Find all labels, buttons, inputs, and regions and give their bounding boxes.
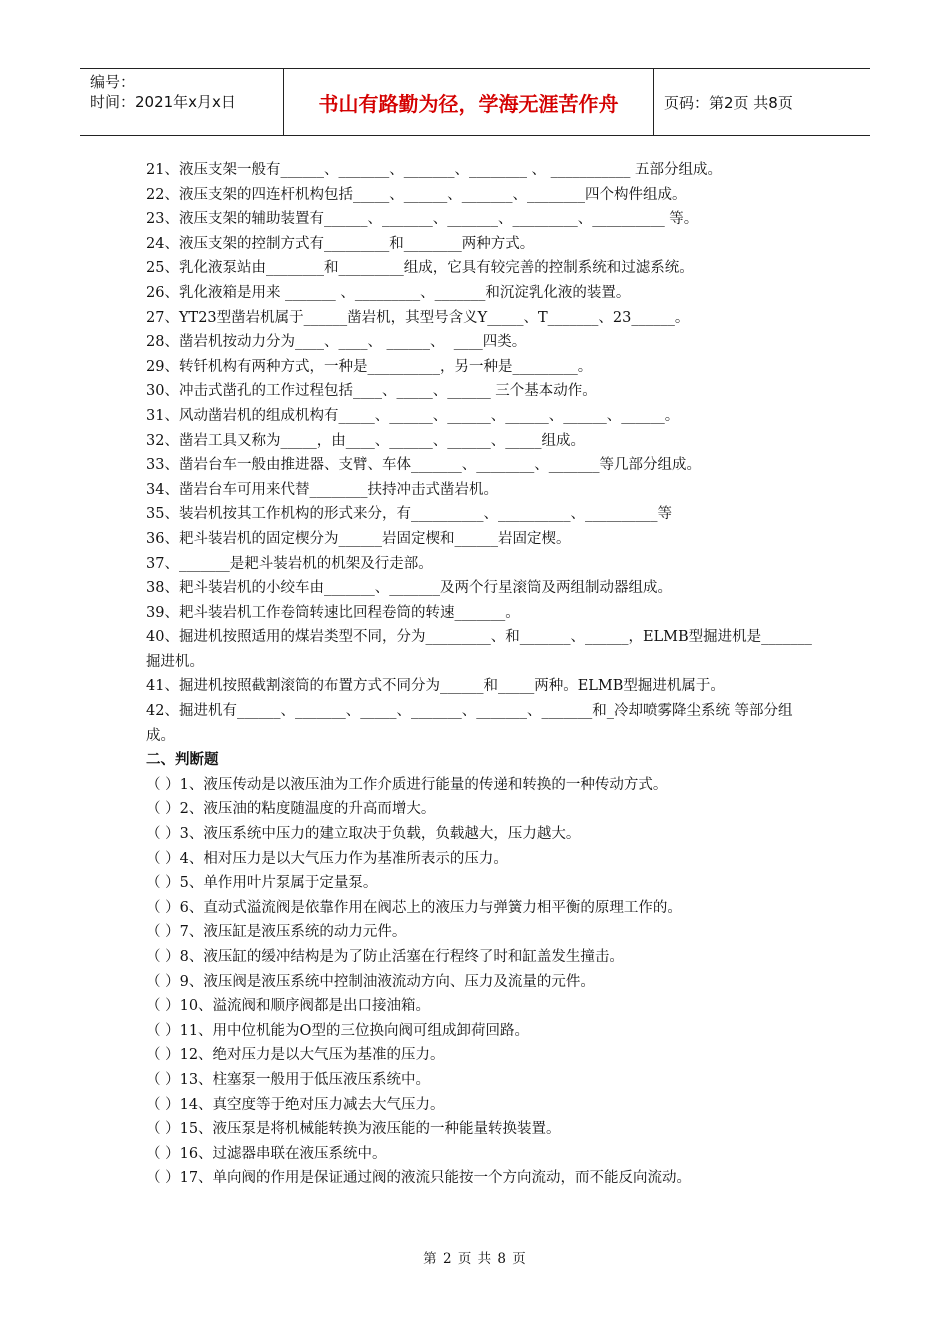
judgment-item: （ ）14、真空度等于绝对压力减去大气压力。: [146, 1096, 445, 1113]
judgment-item: （ ）2、液压油的粘度随温度的升高而增大。: [146, 801, 436, 818]
judgment-item: （ ）11、用中位机能为O型的三位换向阀可组成卸荷回路。: [146, 1022, 529, 1039]
question-item: 24、液压支架的控制方式有_________和________两种方式。: [146, 235, 535, 252]
question-item: 40、掘进机按照适用的煤岩类型不同，分为_________、和_______、______，ELMB型掘进机是_______掘进机。: [146, 629, 812, 670]
question-item: 36、耙斗装岩机的固定楔分为______岩固定楔和______岩固定楔。: [146, 530, 571, 547]
question-item: 22、液压支架的四连杆机构包括_____、______、_______、________四个构件组成。: [146, 186, 687, 203]
motto: 书山有路勤为径，学海无涯苦作舟: [283, 69, 654, 135]
question-item: 38、耙斗装岩机的小绞车由_______、_______及两个行星滚筒及两组制动器组成。: [146, 580, 672, 597]
judgment-item: （ ）5、单作用叶片泵属于定量泵。: [146, 875, 378, 892]
page-header: [80, 68, 870, 136]
fill-blank-questions: [146, 158, 812, 748]
question-item: 34、凿岩台车可用来代替________扶持冲击式凿岩机。: [146, 481, 498, 498]
section-title: 二、判断题: [146, 751, 219, 769]
judgment-item: （ ）13、柱塞泵一般用于低压液压系统中。: [146, 1071, 431, 1088]
question-item: 30、冲击式凿孔的工作过程包括____、_____、______ 三个基本动作。: [146, 383, 597, 400]
question-item: 33、凿岩台车一般由推进器、支臂、车体_______、________、_______等几部分组成。: [146, 457, 701, 474]
question-item: 31、风动凿岩机的组成机构有_____、______、______、______、______、______。: [146, 407, 680, 424]
judgment-item: （ ）1、液压传动是以液压油为工作介质进行能量的传递和转换的一种传动方式。: [146, 776, 668, 793]
page-footer: 第 2 页 共 8 页: [423, 1251, 527, 1267]
page-info: 页码：第2页 共8页: [664, 93, 793, 112]
judgment-item: （ ）8、液压缸的缓冲结构是为了防止活塞在行程终了时和缸盖发生撞击。: [146, 949, 624, 965]
question-item: 41、掘进机按照截割滚筒的布置方式不同分为______和_____两种。ELMB型掘进机属于。: [146, 678, 725, 695]
time-label: 时间：2021年x月x日: [90, 93, 236, 111]
document-body: [146, 158, 812, 1191]
question-item: 39、耙斗装岩机工作卷筒转速比回程卷筒的转速_______。: [146, 604, 520, 621]
judgment-item: （ ）10、溢流阀和顺序阀都是出口接油箱。: [146, 998, 431, 1015]
question-item: 32、凿岩工具又称为_____，由____、______、______、_____组成。: [146, 432, 585, 449]
judgment-item: （ ）7、液压缸是液压系统的动力元件。: [146, 924, 407, 941]
judgment-item: （ ）3、液压系统中压力的建立取决于负载，负载越大，压力越大。: [146, 826, 581, 843]
judgment-questions: [146, 773, 812, 1191]
judgment-item: （ ）6、直动式溢流阀是依靠作用在阀芯上的液压力与弹簧力相平衡的原理工作的。: [146, 899, 682, 916]
judgment-item: （ ）17、单向阀的作用是保证通过阀的液流只能按一个方向流动，而不能反向流动。: [146, 1170, 692, 1187]
question-item: 28、凿岩机按动力分为____、____、 ______、 ____四类。: [146, 334, 527, 351]
code-label: 编号：: [90, 73, 136, 91]
question-item: 27、YT23型凿岩机属于______凿岩机，其型号含义Y_____、T_______、23______。: [146, 309, 690, 326]
judgment-item: （ ）15、液压泵是将机械能转换为液压能的一种能量转换装置。: [146, 1121, 561, 1138]
question-item: 23、液压支架的辅助装置有______、_______、_______、_________、__________ 等。: [146, 211, 699, 228]
judgment-item: （ ）9、液压阀是液压系统中控制油液流动方向、压力及流量的元件。: [146, 973, 595, 990]
judgment-item: （ ）16、过滤器串联在液压系统中。: [146, 1145, 387, 1162]
question-item: 37、_______是耙斗装岩机的机架及行走部。: [146, 555, 433, 572]
question-item: 35、装岩机按其工作机构的形式来分，有__________、__________、__________等: [146, 506, 672, 523]
question-item: 25、乳化液泵站由________和_________组成，它具有较完善的控制系统和过滤系统。: [146, 260, 694, 277]
question-item: 26、乳化液箱是用来 _______ 、_________、_______和沉淀乳化液的装置。: [146, 284, 631, 301]
question-item: 42、掘进机有______、_______、_____、_______、_______、_______和_冷却喷雾降尘系统 等部分组成。: [146, 703, 793, 744]
header-meta: [80, 69, 283, 135]
judgment-item: （ ）4、相对压力是以大气压力作为基准所表示的压力。: [146, 850, 508, 867]
question-item: 29、转钎机构有两种方式，一种是__________，另一种是_________。: [146, 358, 593, 375]
question-item: 21、液压支架一般有______、_______、_______、________ 、 ___________ 五部分组成。: [146, 162, 723, 178]
judgment-item: （ ）12、绝对压力是以大气压为基准的压力。: [146, 1047, 445, 1064]
